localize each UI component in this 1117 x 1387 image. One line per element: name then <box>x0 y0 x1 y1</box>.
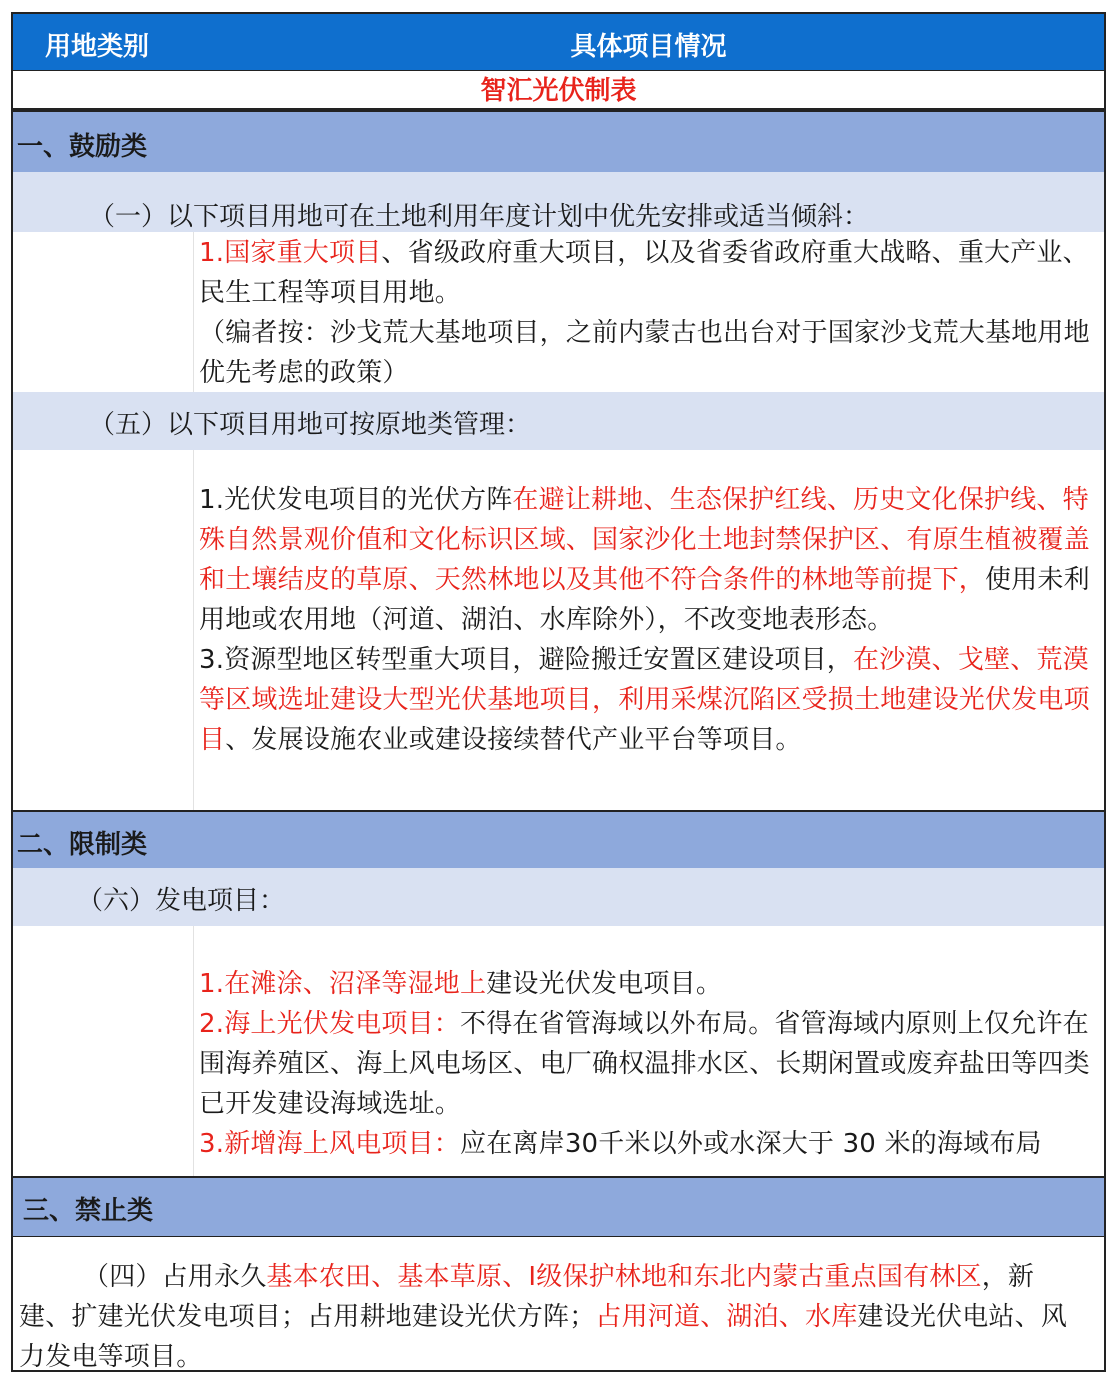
category-encourage <box>13 110 1104 172</box>
item-text: 、发展设施农业或建设接续替代产业平台等项目。 <box>225 725 802 755</box>
table-header <box>13 14 1104 70</box>
priority-item-1-text: 、省级政府重大项目，以及省委省政府重大战略、重大产业、民生工程等项目用地。 <box>199 238 1089 308</box>
editor-note: （编者按：沙戈荒大基地项目，之前内蒙古也出台对于国家沙戈荒大基地用地优先考虑的政策） <box>199 318 1090 388</box>
item-prefix: 1.光伏发电项目的光伏方阵 <box>199 485 513 515</box>
item-highlight: 2.海上光伏发电项目： <box>199 1009 461 1039</box>
category-restrict-label: 二、限制类 <box>17 830 148 860</box>
generation-item-1 <box>199 964 1098 1004</box>
subsection-priority <box>13 172 1104 232</box>
generation-text <box>199 964 1098 1164</box>
priority-item-1-highlight: 1.国家重大项目 <box>199 238 382 268</box>
item-prefix: 3.资源型地区转型重大项目，避险搬迁安置区建设项目， <box>199 645 854 675</box>
item-text: 应在离岸30千米以外或水深大于 30 米的海域布局 <box>460 1129 1042 1159</box>
row-prohibit-items <box>13 1236 1104 1372</box>
row-generation-items <box>13 926 1104 1176</box>
item-highlight: 基本农田、基本草原、Ⅰ级保护林地和东北内蒙古重点国有林区 <box>266 1262 982 1292</box>
item-text: 建设光伏电站、风力发电等项目。 <box>19 1302 1068 1372</box>
category-restrict <box>13 810 1104 868</box>
item-text: 不得在省管海域以外布局。省管海域内原则上仅允许在围海养殖区、海上风电场区、电厂确权温排水区、长期闲置或废弃盐田等四类已开发建设海域选址。 <box>199 1009 1090 1119</box>
generation-item-3 <box>199 1124 1098 1164</box>
empty-cell <box>13 450 194 810</box>
generation-item-2 <box>199 1004 1098 1124</box>
item-highlight: 1.在滩涂、沼泽等湿地上 <box>199 969 487 999</box>
header-project-details: 具体项目情况 <box>570 32 727 62</box>
row-priority-items <box>13 232 1104 392</box>
prohibit-item <box>19 1257 1086 1372</box>
subsection-generation <box>13 868 1104 926</box>
prohibit-text <box>19 1257 1086 1372</box>
item-highlight: 占用河道、湖泊、水库 <box>595 1302 858 1332</box>
subsection-generation-label: （六）发电项目： <box>77 886 286 916</box>
item-highlight: 在避让耕地、生态保护红线、历史文化保护线、特殊自然景观价值和文化标识区域、国家沙化土地封禁保护区、有原生植被覆盖和土壤结皮的草原、天然林地以及其他不符合条件的林地等前提下， <box>199 485 1090 595</box>
empty-cell <box>13 926 194 1176</box>
item-text: 使用未利用地或农用地（河道、湖泊、水库除外），不改变地表形态。 <box>199 565 1090 635</box>
subsection-original-class-label: （五）以下项目用地可按原地类管理： <box>89 410 532 440</box>
empty-cell <box>13 232 194 392</box>
category-prohibit-label: 三、禁止类 <box>23 1196 154 1226</box>
subsection-priority-label: （一）以下项目用地可在土地利用年度计划中优先安排或适当倾斜： <box>89 202 870 232</box>
table-title: 智汇光伏制表 <box>13 70 1104 110</box>
subsection-original-class <box>13 392 1104 450</box>
item-highlight: 在沙漠、戈壁、荒漠等区域选址建设大型光伏基地项目，利用采煤沉陷区受损土地建设光伏发电项目 <box>199 645 1090 755</box>
priority-item-1 <box>199 233 1098 313</box>
item-prefix: （四）占用永久 <box>83 1262 267 1292</box>
category-prohibit <box>13 1176 1104 1236</box>
original-class-item-1 <box>199 480 1098 640</box>
row-original-class-items <box>13 450 1104 810</box>
item-highlight: 3.新增海上风电项目： <box>199 1129 461 1159</box>
item-text: 建设光伏发电项目。 <box>486 969 723 999</box>
item-text: ，新建、扩建光伏发电项目；占用耕地建设光伏方阵； <box>19 1262 1035 1332</box>
priority-text <box>199 233 1098 393</box>
policy-table <box>11 12 1106 1372</box>
original-class-item-3 <box>199 640 1098 760</box>
original-class-text <box>199 480 1098 760</box>
header-land-category: 用地类别 <box>45 32 150 62</box>
category-encourage-label: 一、鼓励类 <box>17 132 148 162</box>
